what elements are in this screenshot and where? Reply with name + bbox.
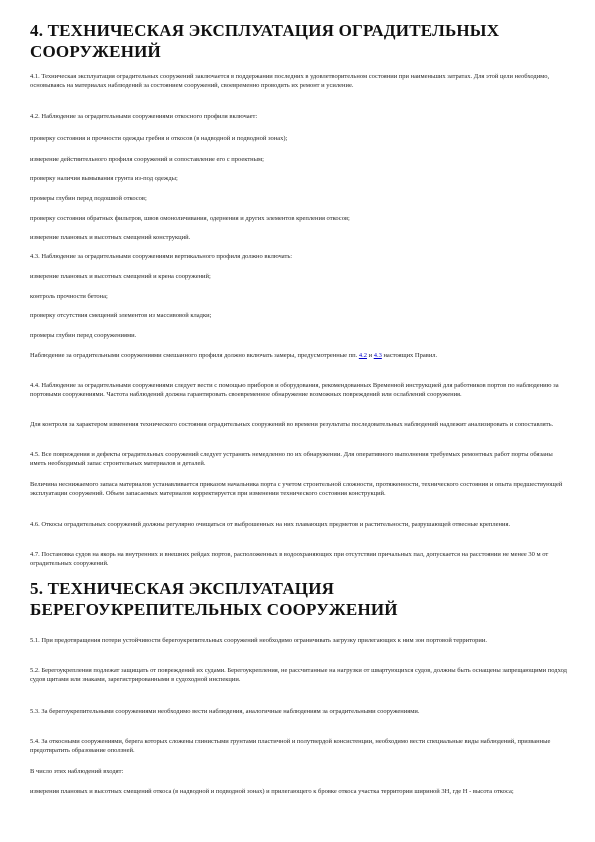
paragraph-4-2: 4.2. Наблюдение за оградительными сооружениями откосного профиля включает: [30,113,258,120]
paragraph-4-7: 4.7. Постановка судов на якорь на внутренних и внешних рейдах портов, расположенных в водоохраняющих при отсутствии причальных пал, допускается на расстоянии не менее 30 м от оградительных сооружений. [30,551,549,567]
paragraph-5-4: 5.4. За откосными сооружениями, берега которых сложены глинистыми грунтами пластичной и полутвердой консистенции, необходимо вести специальные виды наблюдений, призванные предотвратить образование оползней. [30,738,551,754]
list-item: измерение действительного профиля сооружений и сопоставление его с проектным; [30,156,264,163]
section-4-heading-line2: СООРУЖЕНИЙ [30,42,161,61]
paragraph-4-4: 4.4. Наблюдение за оградительными сооружениями следует вести с помощью приборов и оборудования, рекомендованных Временной инструкцией для работников портов по наблюдению за портовыми сооружениями. Частота наблюдений должна гарантировать своевременное обнаружение возможных повреждений или ослаблений сооружения. [30,382,559,398]
paragraph-5-4-list-intro: В число этих наблюдений входят: [30,768,124,775]
list-item: проверку наличия вымывания грунта из-под одежды; [30,175,178,182]
paragraph-5-2: 5.2. Берегоукрепления подлежат защищать от повреждений их судами. Берегоукрепления, не рассчитанные на нагрузки от швартующихся судов, должны быть оснащены запрещающими подход судов щитами или знаками, зарегистрированными в судоходной инспекции. [30,667,567,683]
section-4-heading-line1: 4. ТЕХНИЧЕСКАЯ ЭКСПЛУАТАЦИЯ ОГРАДИТЕЛЬНЫХ [30,21,500,40]
section-5-heading-line2: БЕРЕГОУКРЕПИТЕЛЬНЫХ СООРУЖЕНИЙ [30,600,398,619]
section-5-heading-line1: 5. ТЕХНИЧЕСКАЯ ЭКСПЛУАТАЦИЯ [30,579,335,598]
paragraph-mixed-profile [30,351,568,360]
section-4-heading [30,20,550,62]
section-5-heading [30,578,550,620]
paragraph-4-1: 4.1. Техническая эксплуатация оградительных сооружений заключается в поддержании последних в удовлетворительном состоянии при наименьших затратах. Для этой цели необходимо, основываясь на материалах наблюдений за состоянием сооружений, своевременно проводить их ремонт и усиление. [30,73,550,89]
link-section-4-3[interactable]: 4.3 [373,352,382,359]
list-item: проверку состояния обратных фильтров, швов омоноличивания, одернения и других элементов крепления откосов; [30,215,350,222]
paragraph-4-6: 4.6. Откосы оградительных сооружений должны регулярно очищаться от выброшенных на них плавающих предметов и растительности, разрушающей отвесные крепления. [30,521,511,528]
ref-text-middle: и [366,352,374,359]
list-item: проверку состояния и прочности одежды гребня и откосов (в надводной и подводной зонах); [30,135,288,142]
paragraph-4-4-cont: Для контроля за характером изменения технического состояния оградительных сооружений во времени результаты последовательных наблюдений надлежит анализировать и сопоставлять. [30,421,554,428]
paragraph-5-1: 5.1. При предотвращения потери устойчивости берегоукрепительных сооружений необходимо ограничивать загрузку прилегающих к ним зон портовой территории. [30,637,487,644]
paragraph-4-5-cont: Величина неснижаемого запаса материалов устанавливается приказом начальника порта с учетом строительной сложности, протяженности, технического состояния и опыта предшествующей эксплуатации сооружений. Объем запасаемых материалов корректируется при изменении технического состояния конструкций. [30,481,563,497]
paragraph-4-5: 4.5. Все повреждения и дефекты оградительных сооружений следует устранять немедленно по их обнаружении. Для оперативного выполнения требуемых ремонтных работ порты обязаны иметь необходимый запас строительных материалов и деталей. [30,451,553,467]
list-item: контроль прочности бетона; [30,293,108,300]
list-item: измерение плановых и высотных смещений и крена сооружений; [30,273,211,280]
list-item: промеры глубин перед сооружениями. [30,332,137,339]
list-item: измерение плановых и высотных смещений конструкций. [30,234,191,241]
paragraph-5-3: 5.3. За берегоукрепительными сооружениями необходимо вести наблюдения, аналогичные наблюдениям за оградительными сооружениями. [30,708,420,715]
list-item: проверку отсутствия смещений элементов из массивовой кладки; [30,312,212,319]
ref-text-after: настоящих Правил. [381,352,438,359]
list-item: измерения плановых и высотных смещений откоса (в надводной и подводной зонах) и прилегающего к бровке откоса участка территории шириной 3H, где H - высота откоса; [30,788,514,795]
list-item: промеры глубин перед подошвой откосов; [30,195,147,202]
paragraph-4-3: 4.3. Наблюдение за оградительными сооружениями вертикального профиля должно включать: [30,253,293,260]
ref-text-before: Наблюдение за оградительными сооружениями смешанного профиля должно включать замеры, предусмотренные пп. [30,352,359,359]
link-section-4-2[interactable]: 4.2 [358,352,367,359]
